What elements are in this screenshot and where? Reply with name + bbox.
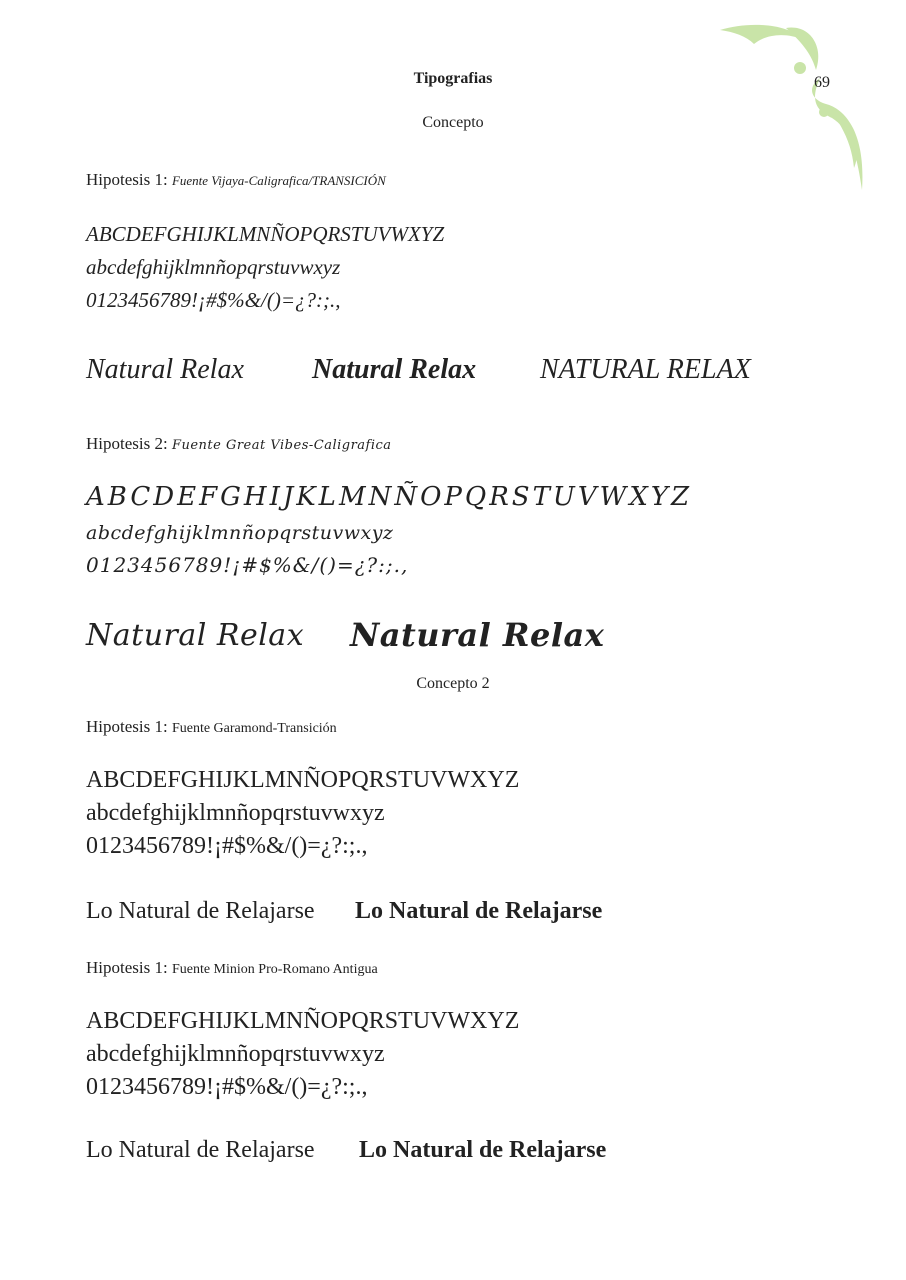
hypothesis-label (86, 717, 337, 737)
sample-regular: Lo Natural de Relajarse (86, 898, 315, 924)
hypothesis-font: Fuente Minion Pro-Romano Antigua (171, 962, 378, 977)
hypothesis-label (86, 170, 386, 190)
sample-bold: Natural Relax (312, 354, 477, 385)
sample-regular: Lo Natural de Relajarse (86, 1137, 315, 1163)
specimen-symbols: 0123456789!¡#$%&/()=¿?:;., (86, 553, 409, 577)
page-title: Tipografias (413, 70, 493, 87)
specimen-lowercase: abcdefghijklmnñopqrstuvwxyz (86, 522, 394, 544)
hypothesis-font: Fuente Vijaya-Caligrafica/TRANSICIÓN (171, 173, 386, 188)
sample-regular: Natural Relax (86, 354, 244, 385)
hypothesis-title: Hipotesis 2: (86, 434, 168, 453)
hypothesis-font: Fuente Great Vibes-Caligrafica (171, 438, 392, 453)
specimen-lowercase: abcdefghijklmnñopqrstuvwxyz (86, 800, 385, 826)
specimen-symbols: 0123456789!¡#$%&/()=¿?:;., (86, 833, 368, 859)
hypothesis-title: Hipotesis 1: (86, 717, 168, 736)
sample-bold: Natural Relax (350, 616, 605, 654)
specimen-symbols: 0123456789!¡#$%&/()=¿?:;., (86, 1074, 368, 1100)
specimen-symbols: 0123456789!¡#$%&/()=¿?:;., (86, 288, 341, 312)
sample-bold: Lo Natural de Relajarse (355, 898, 603, 924)
sample-regular: Natural Relax (86, 618, 305, 653)
specimen-block (86, 218, 444, 317)
hypothesis-font: Fuente Garamond-Transición (171, 721, 337, 736)
specimen-uppercase: ABCDEFGHIJKLMNÑOPQRSTUVWXYZ (86, 222, 445, 246)
specimen-lowercase: abcdefghijklmnñopqrstuvwxyz (86, 1041, 385, 1067)
sample-caps: NATURAL RELAX (540, 354, 751, 385)
page-number: 69 (814, 74, 830, 91)
specimen-block (86, 764, 519, 863)
concept-heading: Concepto (422, 114, 484, 131)
specimen-lowercase: abcdefghijklmnñopqrstuvwxyz (86, 255, 341, 279)
hypothesis-title: Hipotesis 1: (86, 170, 168, 189)
hypothesis-label (86, 434, 392, 454)
leaf-ornament-icon (716, 18, 876, 198)
specimen-uppercase: ABCDEFGHIJKLMNÑOPQRSTUVWXYZ (86, 1008, 520, 1034)
sample-bold: Lo Natural de Relajarse (359, 1137, 607, 1163)
specimen-uppercase: ABCDEFGHIJKLMNÑOPQRSTUVWXYZ (86, 767, 520, 793)
specimen-uppercase: ABCDEFGHIJKLMNÑOPQRSTUVWXYZ (86, 482, 693, 512)
hypothesis-label (86, 958, 378, 978)
hypothesis-title: Hipotesis 1: (86, 958, 168, 977)
concept-heading: Concepto 2 (416, 675, 490, 692)
specimen-block (86, 1005, 519, 1104)
